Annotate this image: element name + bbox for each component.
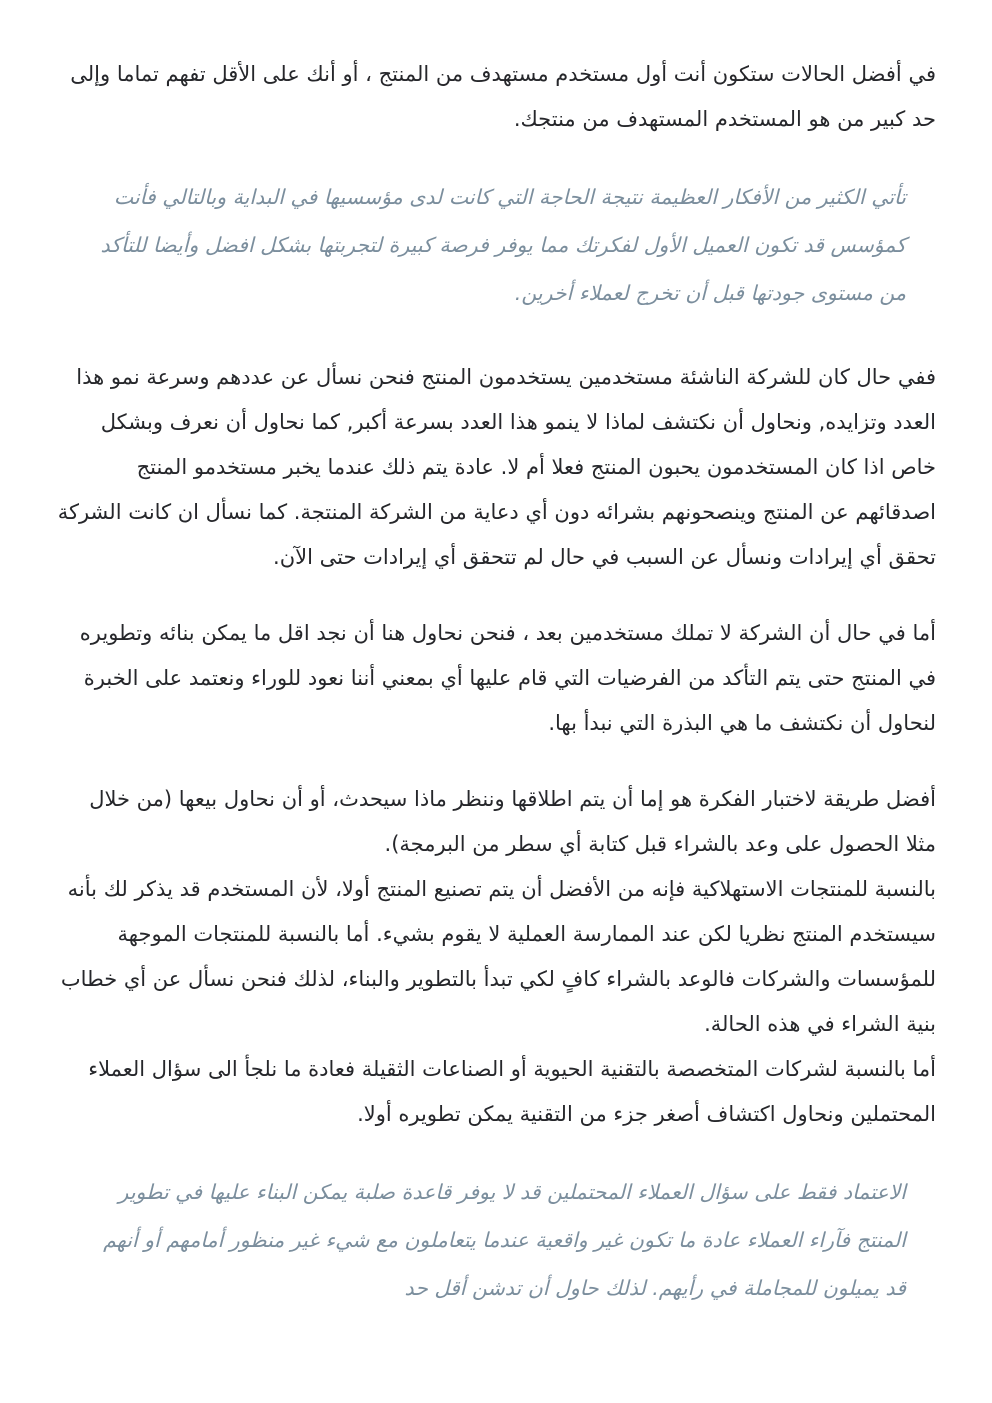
body-paragraph-test-idea: أفضل طريقة لاختبار الفكرة هو إما أن يتم اطلاقها وننظر ماذا سيحدث، أو أن نحاول بيعها (من خلال مثلا الحصول على وعد بالشراء قبل كتابة أي سطر من البرمجة). [89,787,936,856]
pull-quote-founder-need: تأتي الكثير من الأفكار العظيمة نتيجة الحاجة التي كانت لدى مؤسسيها في البداية وبالتالي فأنت كمؤسس قد تكون العميل الأول لفكرتك مما يوفر فرصة كبيرة لتجربتها بشكل افضل وأيضا للتأكد من مستوى جودتها قبل أن تخرج لعملاء أخرين. [100,185,906,305]
body-paragraph-users-metrics: ففي حال كان للشركة الناشئة مستخدمين يستخدمون المنتج فنحن نسأل عن عددهم وسرعة نمو هذا العدد وتزايده, ونحاول أن نكتشف لماذا لا ينمو هذا العدد بسرعة أكبر, كما نحاول أن نعرف وبشكل خاص اذا كان المستخدمون يحبون المنتج فعلا أم لا. عادة يتم ذلك عندما يخبر مستخدمو المنتج اصدقائهم عن المنتج وينصحونهم بشرائه دون أي دعاية من الشركة المنتجة. كما نسأل ان كانت الشركة تحقق أي إيرادات ونسأل عن السبب في حال لم تتحقق أي إيرادات حتى الآن. [57,365,936,569]
body-paragraph-group-testing-idea [56,777,936,1137]
body-paragraph-intro: في أفضل الحالات ستكون أنت أول مستخدم مستهدف من المنتج ، أو أنك على الأقل تفهم تماما وإلى حد كبير من هو المستخدم المستهدف من منتجك. [70,62,936,131]
body-paragraph-no-users: أما في حال أن الشركة لا تملك مستخدمين بعد ، فنحن نحاول هنا أن نجد اقل ما يمكن بنائه وتطويره في المنتج حتى يتم التأكد من الفرضيات التي قام عليها أي بمعني أننا نعود للوراء ونعتمد على الخبرة لنحاول أن نكتشف ما هي البذرة التي نبدأ بها. [79,621,936,735]
pull-quote-customer-opinions: الاعتماد فقط على سؤال العملاء المحتملين قد لا يوفر قاعدة صلبة يمكن البناء عليها في تطوير المنتج فآراء العملاء عادة ما تكون غير واقعية عندما يتعاملون مع شيء غير منظور أمامهم أو أنهم قد يميلون للمجاملة في رأيهم. لذلك حاول أن تدشن أقل حد [103,1180,906,1300]
body-paragraph-consumer-products: بالنسبة للمنتجات الاستهلاكية فإنه من الأفضل أن يتم تصنيع المنتج أولا، لأن المستخدم قد يذكر لك بأنه سيستخدم المنتج نظريا لكن عند الممارسة العملية لا يقوم بشيء. أما بالنسبة للمنتجات الموجهة للمؤسسات والشركات فالوعد بالشراء كافٍ لكي تبدأ بالتطوير والبناء، لذلك فنحن نسأل عن أي خطاب بنية الشراء في هذه الحالة. [60,877,936,1036]
body-paragraph-biotech-industries: أما بالنسبة لشركات المتخصصة بالتقنية الحيوية أو الصناعات الثقيلة فعادة ما نلجأ الى سؤال العملاء المحتملين ونحاول اكتشاف أصغر جزء من التقنية يمكن تطويره أولا. [88,1057,936,1126]
